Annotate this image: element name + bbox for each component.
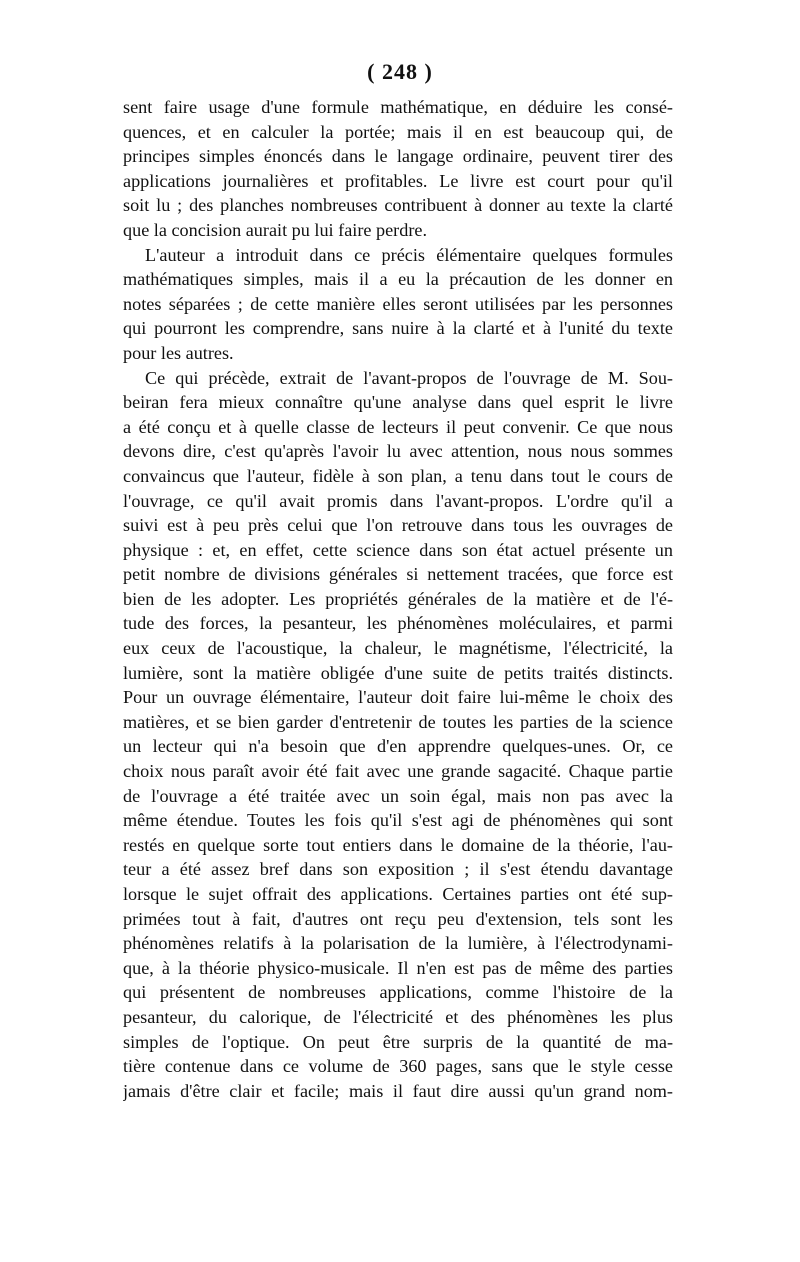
text-line: simples de l'optique. On peut être surpris de la quantité de ma- [123,1031,673,1052]
text-line: matières, et se bien garder d'entretenir de toutes les parties de la science [123,711,673,732]
text-line: Pour un ouvrage élémentaire, l'auteur doit faire lui-même le choix des [123,687,673,708]
text-line: a été conçu et à quelle classe de lecteurs il peut convenir. Ce que nous [123,416,673,437]
text-line: pesanteur, du calorique, de l'électricité et des phénomènes les plus [123,1006,673,1027]
text-line: suivi est à peu près celui que l'on retrouve dans tous les ouvrages de [123,515,673,536]
paragraph [123,95,673,243]
text-line: tière contenue dans ce volume de 360 pages, sans que le style cesse [123,1056,673,1077]
body-text [123,95,673,1103]
text-line: qui présentent de nombreuses applications, comme l'histoire de la [123,982,673,1003]
text-line: soit lu ; des planches nombreuses contribuent à donner au texte la clarté [123,195,673,216]
text-line: l'ouvrage, ce qu'il avait promis dans l'avant-propos. L'ordre qu'il a [123,490,673,511]
text-line: convaincus que l'auteur, fidèle à son plan, a tenu dans tout le cours de [123,465,673,486]
text-line: applications journalières et profitables. Le livre est court pour qu'il [123,170,673,191]
text-line: restés en quelque sorte tout entiers dans le domaine de la théorie, l'au- [123,834,673,855]
text-line: primées tout à fait, d'autres ont reçu peu d'extension, tels sont les [123,908,673,929]
paragraph [123,243,673,366]
text-line: pour les autres. [123,342,234,363]
text-line: phénomènes relatifs à la polarisation de la lumière, à l'électrodynami- [123,933,673,954]
text-line: sent faire usage d'une formule mathématique, en déduire les consé- [123,97,673,117]
text-line: devons dire, c'est qu'après l'avoir lu avec attention, nous nous sommes [123,441,673,462]
text-line: mathématiques simples, mais il a eu la précaution de les donner en [123,269,673,290]
text-line: petit nombre de divisions générales si nettement tracées, que force est [123,564,673,585]
text-line: même étendue. Toutes les fois qu'il s'est agi de phénomènes qui sont [123,810,673,831]
paragraph [123,366,673,1104]
text-line: tude des forces, la pesanteur, les phénomènes moléculaires, et parmi [123,613,673,634]
text-line: qui pourront les comprendre, sans nuire à la clarté et à l'unité du texte [123,318,673,339]
text-line: Ce qui précède, extrait de l'avant-propos de l'ouvrage de M. Sou- [145,367,673,388]
text-line: de l'ouvrage a été traitée avec un soin égal, mais non pas avec la [123,785,673,806]
text-line: beiran fera mieux connaître qu'une analyse dans quel esprit le livre [123,392,673,413]
text-line: principes simples énoncés dans le langage ordinaire, peuvent tirer des [123,146,673,167]
text-line: quences, et en calculer la portée; mais il en est beaucoup qui, de [123,121,673,142]
page-number: ( 248 ) [367,59,433,84]
text-line: jamais d'être clair et facile; mais il faut dire aussi qu'un grand nom- [123,1080,673,1101]
text-line: lorsque le sujet offrait des applications. Certaines parties ont été sup- [123,884,673,904]
text-line: bien de les adopter. Les propriétés générales de la matière et de l'é- [123,588,673,609]
text-line: eux ceux de l'acoustique, la chaleur, le magnétisme, l'électricité, la [123,638,673,659]
text-line: L'auteur a introduit dans ce précis élémentaire quelques formules [145,244,673,265]
text-line: que la concision aurait pu lui faire perdre. [123,219,428,240]
text-line: choix nous paraît avoir été fait avec une grande sagacité. Chaque partie [123,761,673,782]
text-line: notes séparées ; de cette manière elles seront utilisées par les personnes [123,293,673,314]
text-line: lumière, sont la matière obligée d'une suite de petits traités distincts. [123,662,673,683]
text-line: physique : et, en effet, cette science dans son état actuel présente un [123,539,673,560]
text-line: un lecteur qui n'a besoin que d'en apprendre quelques-unes. Or, ce [123,736,673,757]
text-line: teur a été assez bref dans son exposition ; il s'est étendu davantage [123,859,673,880]
text-line: que, à la théorie physico-musicale. Il n'en est pas de même des parties [123,957,673,978]
